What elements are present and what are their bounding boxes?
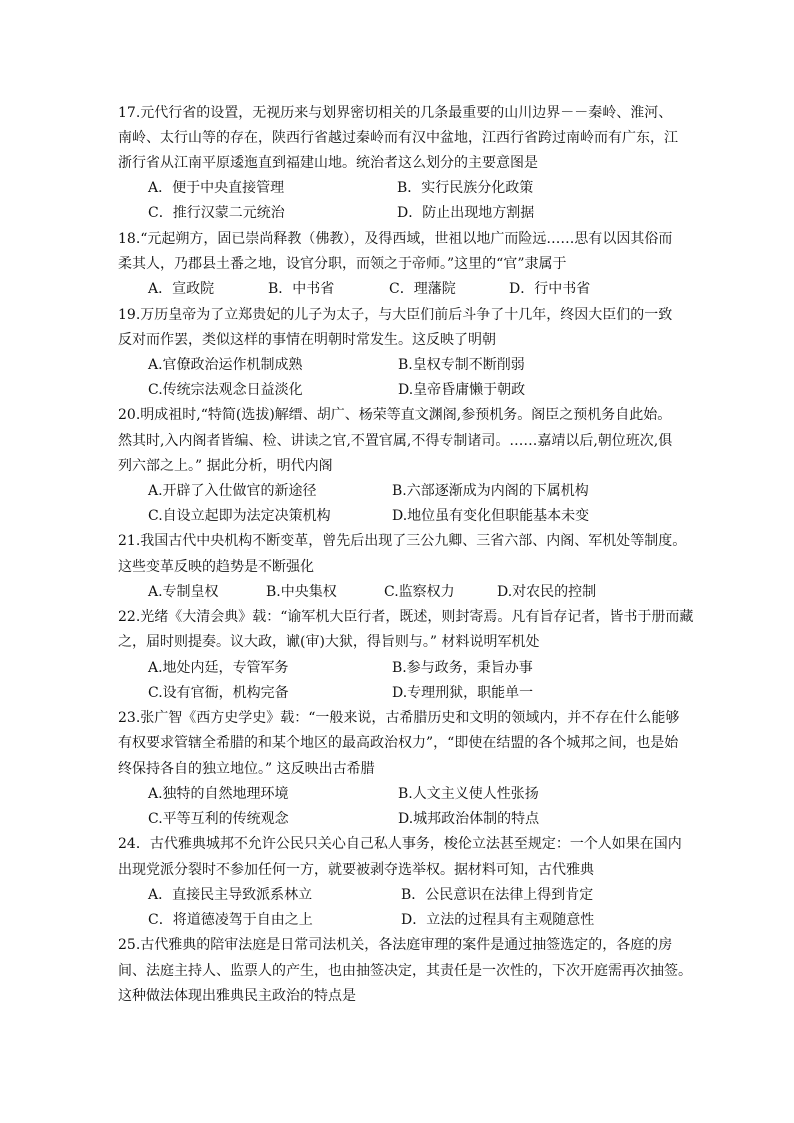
question-text-line: 17.元代行省的设置，无视历来与划界密切相关的几条最重要的山川边界－－秦岭、淮河、 <box>118 105 673 121</box>
question-text-line: 有权要求管辖全希腊的和某个地区的最高政治权力”，“即使在结盟的各个城邦之间，也是始 <box>118 735 679 751</box>
option-c: C.设有官衙，机构完备 <box>148 685 289 701</box>
question-text-line: 23.张广智《西方史学史》载：“一般来说，古希腊历史和文明的领域内，并不存在什么能够 <box>118 710 680 726</box>
option-b: B.人文主义使人性张扬 <box>398 786 539 802</box>
question-text-line: 20.明成祖时,“特简(选拔)解缙、胡广、杨荣等直文渊阁,参预机务。阁臣之预机务自此始。 <box>118 407 672 423</box>
question-text-line: 24．古代雅典城邦不允许公民只关心自己私人事务，梭伦立法甚至规定：一个人如果在国内 <box>118 836 682 852</box>
option-c: C.平等互利的传统观念 <box>148 811 289 827</box>
option-b: B．公民意识在法律上得到肯定 <box>401 887 594 903</box>
question-text-line: 终保持各自的独立地位。” 这反映出古希腊 <box>118 761 375 777</box>
option-d: D．立法的过程具有主观随意性 <box>401 912 595 928</box>
option-c: C.传统宗法观念日益淡化 <box>148 382 303 398</box>
option-d: D.对农民的控制 <box>497 584 597 600</box>
question-text-line: 22.光绪《大清会典》载：“谕军机大臣行者，既述，则封寄焉。凡有旨存记者，皆书于册而藏 <box>118 609 694 625</box>
option-b: B．中书省 <box>268 281 335 297</box>
question-text-line: 这种做法体现出雅典民主政治的特点是 <box>118 988 356 1004</box>
option-c: C．将道德凌驾于自由之上 <box>148 912 313 928</box>
option-a: A.独特的自然地理环境 <box>148 786 289 802</box>
question-text-line: 21.我国古代中央机构不断变革，曾先后出现了三公九卿、三省六部、内阁、军机处等制度。 <box>118 533 687 549</box>
option-a: A.专制皇权 <box>148 584 219 600</box>
option-a: A．便于中央直接管理 <box>148 180 285 196</box>
option-d: D．防止出现地方割据 <box>397 205 535 221</box>
question-text-line: 25.古代雅典的陪审法庭是日常司法机关，各法庭审理的案件是通过抽签选定的，各庭的房 <box>118 937 673 953</box>
option-c: C．理藩院 <box>389 281 456 297</box>
option-c: C.自设立起即为法定决策机构 <box>148 508 331 524</box>
question-text-line: 南岭、太行山等的存在，陕西行省越过秦岭而有汉中盆地，江西行省跨过南岭而有广东，江 <box>118 130 678 146</box>
question-text-line: 浙行省从江南平原逶迤直到福建山地。统治者这么划分的主要意图是 <box>118 155 538 171</box>
option-d: D.皇帝昏庸懒于朝政 <box>398 382 526 398</box>
question-text-line: 列六部之上。” 据此分析，明代内阁 <box>118 458 333 474</box>
option-b: B.六部逐渐成为内阁的下属机构 <box>392 483 589 499</box>
question-text-line: 出现党派分裂时不参加任何一方，就要被剥夺选举权。据材料可知，古代雅典 <box>118 862 594 878</box>
option-b: B．实行民族分化政策 <box>397 180 534 196</box>
question-text-line: 这些变革反映的趋势是不断强化 <box>118 559 314 575</box>
question-text-line: 反对而作罢，类似这样的事情在明朝时常发生。这反映了明朝 <box>118 332 496 348</box>
question-text-line: 柔其人，乃郡县土番之地，设官分职，而领之于帝师。”这里的“官”隶属于 <box>118 256 567 272</box>
option-a: A．宣政院 <box>148 281 215 297</box>
question-text-line: 之，届时则提奏。议大政，谳(审)大狱，得旨则与。” 材料说明军机处 <box>118 634 540 650</box>
option-b: B.参与政务，秉旨办事 <box>392 660 533 676</box>
option-b: B.中央集权 <box>266 584 337 600</box>
option-b: B.皇权专制不断削弱 <box>398 357 525 373</box>
question-text-line: 19.万历皇帝为了立郑贵妃的儿子为太子，与大臣们前后斗争了十几年，终因大臣们的一致 <box>118 307 673 323</box>
option-a: A．直接民主导致派系林立 <box>148 887 313 903</box>
option-d: D.专理刑狱，职能单一 <box>392 685 534 701</box>
option-c: C．推行汉蒙二元统治 <box>148 205 285 221</box>
question-text-line: 间、法庭主持人、监票人的产生，也由抽签决定，其责任是一次性的，下次开庭需再次抽签。 <box>118 963 692 979</box>
option-a: A.地处内廷，专管军务 <box>148 660 289 676</box>
option-a: A.官僚政治运作机制成熟 <box>148 357 303 373</box>
question-text-line: 18.“元起朔方，固已崇尚释教（佛教），及得西域，世祖以地广而险远……思有以因其俗而 <box>118 231 673 247</box>
option-c: C.监察权力 <box>384 584 455 600</box>
option-d: D.城邦政治体制的特点 <box>398 811 540 827</box>
option-d: D.地位虽有变化但职能基本未变 <box>392 508 590 524</box>
option-d: D．行中书省 <box>509 281 591 297</box>
option-a: A.开辟了入仕做官的新途径 <box>148 483 317 499</box>
question-text-line: 然其时,入内阁者皆编、检、讲读之官,不置官属,不得专制诸司。……嘉靖以后,朝位班次,俱 <box>118 433 673 449</box>
